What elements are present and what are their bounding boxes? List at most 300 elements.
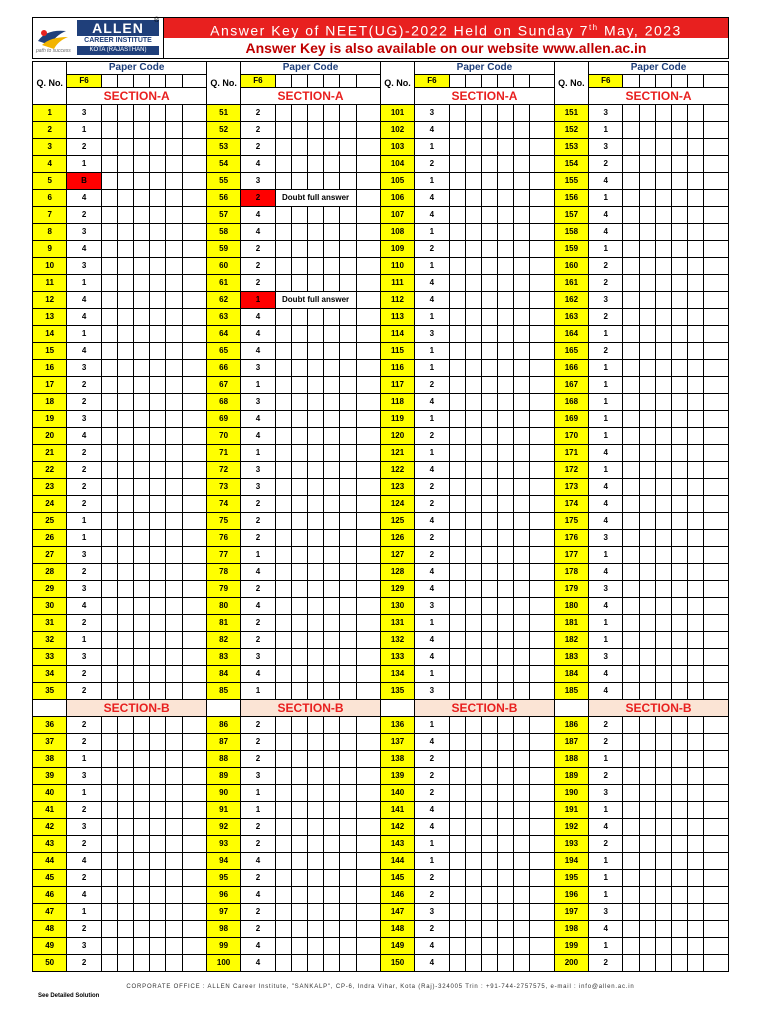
empty-cell [356, 836, 380, 853]
empty-cell [704, 513, 729, 530]
empty-cell [639, 581, 655, 598]
table-row [33, 360, 729, 377]
empty-cell [117, 173, 133, 190]
empty-cell [117, 258, 133, 275]
answer-value: 2 [67, 479, 101, 496]
empty-cell [340, 462, 356, 479]
empty-cell [639, 292, 655, 309]
empty-cell [182, 802, 206, 819]
page-title [164, 18, 728, 38]
empty-cell [449, 751, 465, 768]
table-row [33, 581, 729, 598]
answer-value: 4 [241, 343, 275, 360]
answer-value: 4 [415, 632, 449, 649]
empty-cell [498, 292, 514, 309]
empty-cell [308, 547, 324, 564]
answer-value: 4 [415, 802, 449, 819]
question-number: 163 [554, 309, 588, 326]
empty-cell [688, 547, 704, 564]
answer-value: 4 [415, 462, 449, 479]
empty-cell [671, 343, 687, 360]
empty-cell [340, 513, 356, 530]
empty-cell [356, 445, 380, 462]
empty-cell [182, 938, 206, 955]
empty-cell [671, 768, 687, 785]
empty-cell [704, 632, 729, 649]
empty-cell [117, 462, 133, 479]
empty-cell [671, 802, 687, 819]
empty-cell [134, 513, 150, 530]
empty-cell [623, 802, 639, 819]
empty-cell [275, 156, 291, 173]
question-number: 71 [206, 445, 240, 462]
empty-cell [639, 768, 655, 785]
empty-cell [150, 224, 166, 241]
empty-cell [655, 564, 671, 581]
paper-code-value: F6 [589, 75, 623, 88]
empty-cell [182, 496, 206, 513]
answer-value: 1 [589, 326, 623, 343]
empty-cell [340, 173, 356, 190]
empty-cell [623, 445, 639, 462]
empty-cell [514, 139, 530, 156]
empty-cell [481, 836, 497, 853]
empty-cell [465, 394, 481, 411]
question-number: 181 [554, 615, 588, 632]
empty-cell [101, 75, 117, 88]
empty-cell [514, 819, 530, 836]
empty-cell [324, 479, 340, 496]
empty-cell [134, 598, 150, 615]
empty-cell [356, 666, 380, 683]
empty-cell [291, 258, 307, 275]
empty-cell [514, 462, 530, 479]
question-number: 138 [380, 751, 414, 768]
empty-cell [530, 955, 554, 972]
empty-cell [465, 496, 481, 513]
empty-cell [481, 496, 497, 513]
empty-cell [655, 819, 671, 836]
answer-value: 1 [415, 258, 449, 275]
question-number: 95 [206, 870, 240, 887]
empty-cell [498, 683, 514, 700]
empty-cell [150, 309, 166, 326]
answer-value: 1 [589, 411, 623, 428]
answer-value: 2 [241, 870, 275, 887]
empty-cell [498, 156, 514, 173]
empty-cell [623, 190, 639, 207]
empty-cell [166, 258, 182, 275]
empty-cell [623, 496, 639, 513]
empty-cell [166, 75, 182, 88]
question-number: 133 [380, 649, 414, 666]
empty-cell [134, 139, 150, 156]
empty-cell [481, 292, 497, 309]
empty-cell [449, 275, 465, 292]
answer-value: 2 [67, 139, 101, 156]
question-number: 196 [554, 887, 588, 904]
empty-cell [671, 615, 687, 632]
empty-cell [166, 411, 182, 428]
empty-cell [101, 173, 117, 190]
empty-cell [275, 870, 291, 887]
empty-cell [498, 785, 514, 802]
empty-cell [514, 649, 530, 666]
empty-cell [308, 445, 324, 462]
table-row [33, 513, 729, 530]
empty-cell [291, 734, 307, 751]
question-number: 100 [206, 955, 240, 972]
answer-value: 3 [241, 649, 275, 666]
empty-cell [465, 207, 481, 224]
empty-cell [704, 139, 729, 156]
empty-cell [704, 836, 729, 853]
answer-value: 2 [67, 615, 101, 632]
empty-cell [291, 768, 307, 785]
empty-cell [481, 428, 497, 445]
empty-cell [449, 802, 465, 819]
empty-cell [275, 105, 291, 122]
empty-cell [101, 411, 117, 428]
answer-value: 1 [67, 156, 101, 173]
empty-cell [688, 190, 704, 207]
empty-cell [704, 921, 729, 938]
empty-cell [530, 394, 554, 411]
empty-cell [134, 428, 150, 445]
question-number: 174 [554, 496, 588, 513]
empty-cell [340, 649, 356, 666]
empty-cell [291, 428, 307, 445]
empty-cell [291, 122, 307, 139]
empty-cell [182, 870, 206, 887]
empty-cell [530, 105, 554, 122]
answer-value: 2 [241, 632, 275, 649]
empty-cell [530, 190, 554, 207]
question-number: 101 [380, 105, 414, 122]
empty-cell [514, 479, 530, 496]
question-number: 103 [380, 139, 414, 156]
empty-cell [182, 156, 206, 173]
empty-cell [530, 156, 554, 173]
empty-cell [514, 887, 530, 904]
empty-cell [291, 530, 307, 547]
empty-cell [308, 734, 324, 751]
question-number: 165 [554, 343, 588, 360]
question-number: 160 [554, 258, 588, 275]
empty-cell [530, 717, 554, 734]
question-number: 19 [33, 411, 67, 428]
empty-cell [639, 360, 655, 377]
empty-cell [639, 139, 655, 156]
answer-value: 2 [241, 904, 275, 921]
question-number: 104 [380, 156, 414, 173]
table-row [33, 156, 729, 173]
empty-cell [275, 717, 291, 734]
empty-cell [291, 870, 307, 887]
empty-cell [498, 207, 514, 224]
empty-cell [530, 139, 554, 156]
empty-cell [688, 853, 704, 870]
empty-cell [465, 292, 481, 309]
empty-cell [465, 921, 481, 938]
question-number: 74 [206, 496, 240, 513]
question-number: 18 [33, 394, 67, 411]
answer-value: 2 [415, 377, 449, 394]
answer-value: 1 [589, 547, 623, 564]
empty-cell [639, 751, 655, 768]
empty-cell [639, 887, 655, 904]
empty-cell [623, 377, 639, 394]
empty-cell [356, 190, 380, 207]
empty-cell [514, 836, 530, 853]
empty-cell [639, 615, 655, 632]
empty-cell [623, 156, 639, 173]
question-number: 27 [33, 547, 67, 564]
empty-cell [182, 768, 206, 785]
empty-cell [134, 343, 150, 360]
empty-cell [324, 836, 340, 853]
empty-cell [704, 173, 729, 190]
empty-cell [623, 768, 639, 785]
answer-value: 1 [415, 411, 449, 428]
empty-cell [117, 428, 133, 445]
empty-cell [275, 547, 291, 564]
empty-cell [308, 598, 324, 615]
empty-cell [356, 360, 380, 377]
empty-cell [117, 530, 133, 547]
empty-cell [166, 734, 182, 751]
answer-value: 2 [67, 666, 101, 683]
empty-cell [101, 207, 117, 224]
empty-cell [639, 598, 655, 615]
empty-cell [623, 581, 639, 598]
empty-cell [514, 785, 530, 802]
empty-cell [671, 309, 687, 326]
empty-cell [308, 156, 324, 173]
empty-cell [340, 717, 356, 734]
table-row [33, 105, 729, 122]
question-number: 53 [206, 139, 240, 156]
empty-cell [291, 326, 307, 343]
question-number: 33 [33, 649, 67, 666]
empty-cell [639, 734, 655, 751]
question-number: 154 [554, 156, 588, 173]
empty-cell [514, 105, 530, 122]
empty-cell [481, 190, 497, 207]
empty-cell [655, 785, 671, 802]
empty-cell [655, 445, 671, 462]
empty-cell [134, 207, 150, 224]
empty-cell [465, 581, 481, 598]
empty-cell [623, 564, 639, 581]
question-number: 68 [206, 394, 240, 411]
question-number: 73 [206, 479, 240, 496]
empty-cell [688, 105, 704, 122]
empty-cell [101, 428, 117, 445]
empty-cell [308, 139, 324, 156]
empty-cell [530, 360, 554, 377]
empty-cell [275, 309, 291, 326]
empty-cell [688, 887, 704, 904]
empty-cell [688, 785, 704, 802]
empty-cell [356, 717, 380, 734]
answer-value: 1 [589, 360, 623, 377]
empty-cell [340, 411, 356, 428]
empty-cell [481, 938, 497, 955]
empty-cell [324, 853, 340, 870]
empty-cell [101, 785, 117, 802]
empty-cell [308, 207, 324, 224]
empty-cell [623, 683, 639, 700]
empty-cell [498, 768, 514, 785]
empty-cell [655, 377, 671, 394]
table-row [33, 819, 729, 836]
question-number: 117 [380, 377, 414, 394]
empty-cell [671, 564, 687, 581]
empty-cell [356, 411, 380, 428]
empty-cell [101, 632, 117, 649]
empty-cell [134, 819, 150, 836]
question-number: 56 [206, 190, 240, 207]
empty-cell [308, 75, 324, 88]
answer-value: 1 [415, 173, 449, 190]
empty-cell [291, 598, 307, 615]
answer-value: 2 [67, 462, 101, 479]
question-number: 123 [380, 479, 414, 496]
empty-cell [134, 122, 150, 139]
empty-cell [101, 360, 117, 377]
empty-cell [623, 598, 639, 615]
question-number: 188 [554, 751, 588, 768]
empty-cell [704, 428, 729, 445]
empty-cell [704, 275, 729, 292]
empty-cell [101, 462, 117, 479]
empty-cell [356, 173, 380, 190]
empty-cell [688, 955, 704, 972]
empty-cell [481, 683, 497, 700]
empty-cell [530, 122, 554, 139]
empty-cell [101, 122, 117, 139]
empty-cell [623, 870, 639, 887]
empty-cell [134, 224, 150, 241]
empty-cell [623, 173, 639, 190]
empty-cell [134, 360, 150, 377]
empty-cell [514, 870, 530, 887]
empty-cell [498, 139, 514, 156]
answer-value: 1 [241, 683, 275, 700]
empty-cell [166, 156, 182, 173]
question-number: 171 [554, 445, 588, 462]
empty-cell [166, 887, 182, 904]
empty-cell [465, 649, 481, 666]
empty-cell [117, 241, 133, 258]
question-number: 150 [380, 955, 414, 972]
answer-value: 2 [241, 819, 275, 836]
empty-cell [134, 190, 150, 207]
empty-cell [514, 853, 530, 870]
answer-value: 4 [415, 275, 449, 292]
answer-value: 4 [415, 564, 449, 581]
empty-cell [275, 377, 291, 394]
empty-cell [655, 224, 671, 241]
empty-cell [182, 479, 206, 496]
empty-cell [498, 802, 514, 819]
empty-cell [688, 768, 704, 785]
empty-cell [623, 632, 639, 649]
qno-header: Q. No. [380, 62, 414, 105]
empty-cell [150, 615, 166, 632]
empty-cell [688, 462, 704, 479]
question-number: 25 [33, 513, 67, 530]
empty-cell [655, 734, 671, 751]
table-row [33, 530, 729, 547]
empty-cell [166, 207, 182, 224]
empty-cell [704, 309, 729, 326]
empty-cell [182, 530, 206, 547]
empty-cell [449, 173, 465, 190]
empty-cell [530, 292, 554, 309]
empty-cell [117, 105, 133, 122]
empty-cell [481, 870, 497, 887]
empty-cell [101, 768, 117, 785]
empty-cell [639, 564, 655, 581]
empty-cell [340, 836, 356, 853]
answer-value: 3 [589, 785, 623, 802]
empty-cell [275, 632, 291, 649]
empty-cell [275, 411, 291, 428]
question-number: 29 [33, 581, 67, 598]
empty-cell [498, 598, 514, 615]
empty-cell [150, 75, 166, 88]
question-number: 76 [206, 530, 240, 547]
empty-cell [356, 598, 380, 615]
empty-cell [623, 241, 639, 258]
empty-cell [324, 496, 340, 513]
empty-cell [498, 547, 514, 564]
empty-cell [655, 683, 671, 700]
empty-cell [134, 666, 150, 683]
empty-cell [134, 938, 150, 955]
empty-cell [704, 683, 729, 700]
empty-cell [530, 224, 554, 241]
empty-cell [117, 394, 133, 411]
answer-value: 4 [589, 564, 623, 581]
question-number: 5 [33, 173, 67, 190]
empty-cell [498, 734, 514, 751]
empty-cell [275, 530, 291, 547]
answer-value: 2 [67, 921, 101, 938]
empty-cell [623, 122, 639, 139]
empty-cell [101, 326, 117, 343]
answer-value: 4 [589, 207, 623, 224]
empty-cell [101, 581, 117, 598]
empty-cell [166, 513, 182, 530]
section-b-label: SECTION-B [241, 700, 381, 717]
empty-cell [530, 207, 554, 224]
answer-value: 2 [241, 717, 275, 734]
question-number: 164 [554, 326, 588, 343]
answer-value: 3 [589, 904, 623, 921]
question-number: 54 [206, 156, 240, 173]
empty-cell [449, 836, 465, 853]
empty-cell [530, 853, 554, 870]
empty-cell [449, 717, 465, 734]
empty-cell [671, 904, 687, 921]
empty-cell [182, 343, 206, 360]
empty-cell [117, 734, 133, 751]
empty-cell [449, 564, 465, 581]
empty-cell [498, 173, 514, 190]
